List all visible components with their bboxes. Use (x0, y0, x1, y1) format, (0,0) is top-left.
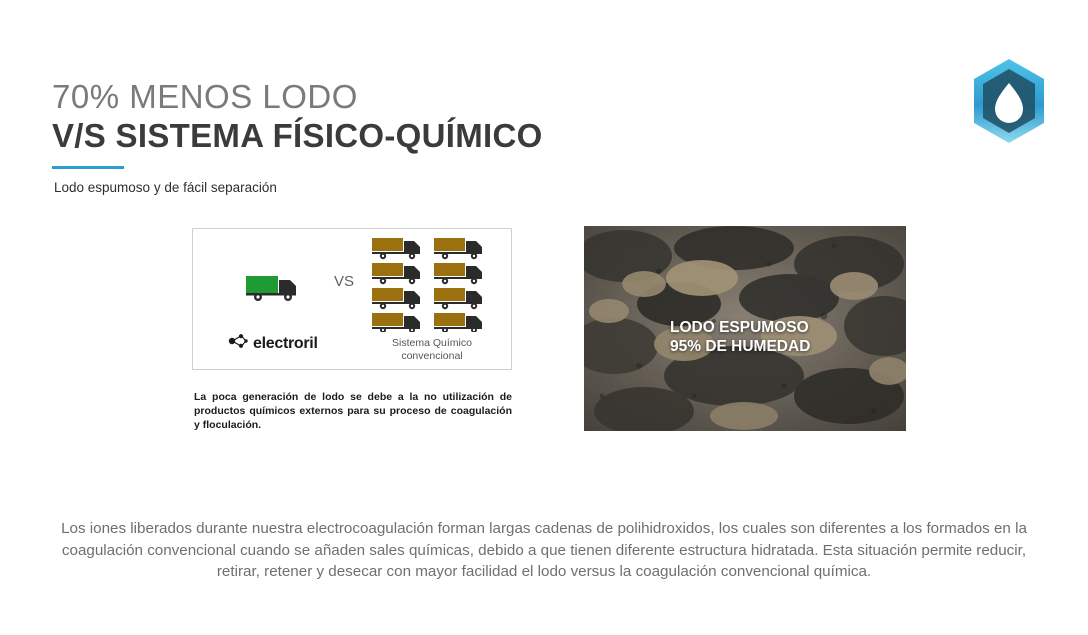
brand-logo (228, 333, 318, 354)
brand-name-label: electroril (253, 334, 318, 352)
brand-mark-icon (228, 333, 248, 354)
vs-label: VS (334, 273, 355, 290)
page-title-line1: 70% MENOS LODO (52, 78, 358, 115)
photo-caption (670, 318, 810, 356)
electroril-hexagon-logo (968, 56, 1050, 146)
title-block (52, 78, 543, 154)
photo-caption-line1: LODO ESPUMOSO (670, 319, 809, 336)
conventional-system-label (372, 337, 492, 363)
photo-caption-line2: 95% DE HUMEDAD (670, 338, 811, 355)
bottom-paragraph: Los iones liberados durante nuestra electrocoagulación forman largas cadenas de polihidroxidos, los cuales son diferentes a los formados en la coagulación convencional cuando se añaden sales químicas, debido a que tienen diferente estructura hidratada. Esta situación permite reducir, retirar, retener y desecar con mayor facilidad el lodo versus la coagulación convencional química. (61, 520, 1027, 580)
page-title-line2: V/S SISTEMA FÍSICO-QUÍMICO (52, 117, 543, 154)
conventional-system-label-line2: convencional (401, 350, 463, 362)
conventional-system-label-line1: Sistema Químico (392, 337, 472, 349)
diagram-caption: La poca generación de lodo se debe a la no utilización de productos químicos externos para su proceso de coagulación y floculación. (194, 391, 512, 431)
title-underline-divider (52, 166, 124, 169)
subtitle-text: Lodo espumoso y de fácil separación (54, 180, 277, 195)
conventional-truck-group-icon (372, 236, 492, 332)
green-truck-icon (246, 272, 302, 302)
